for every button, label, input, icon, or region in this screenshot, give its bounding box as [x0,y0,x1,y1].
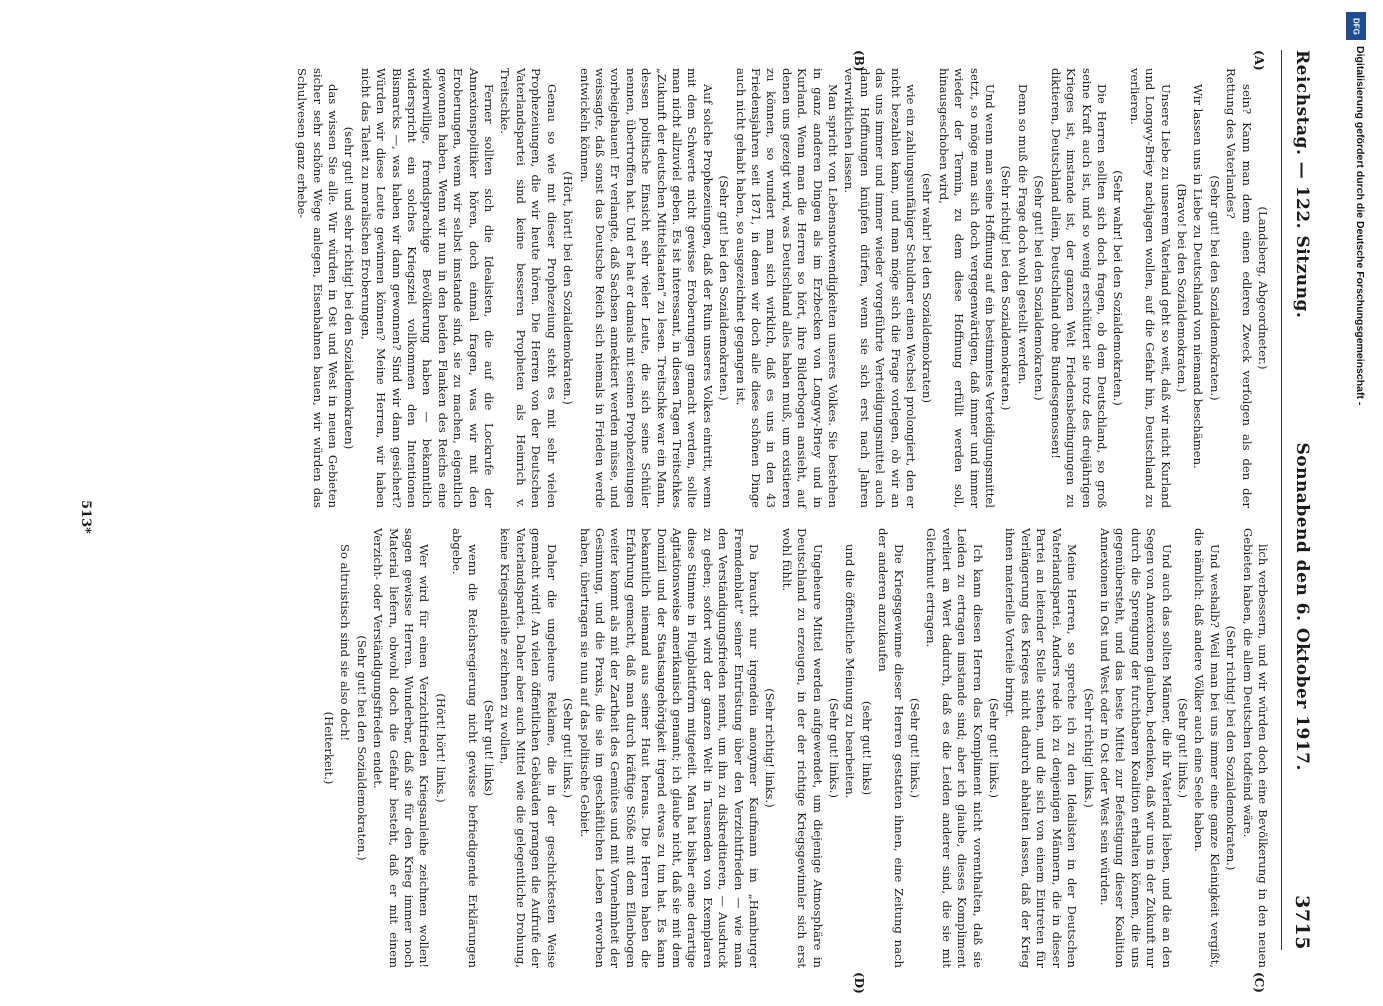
paragraph: Man spricht von Lebensnotwendigkeiten unseres Volkes. Sie bestehen in ganz anderen Dingen als im Erzbecken von Longwy-Briey und in Kurland. Wenn man die Herren so hört, ihre Bilderbogen ansieht, auf denen uns gezeigt wird, was Deutschland alles haben muß, um existieren zu können, so wundert man sich wirklich, daß es uns in den 43 Friedensjahren seit 1871, in denen wir doch alle diese schönen Dinge auch nicht gehabt haben, so ausgezeichnet gegangen ist. [733,68,841,508]
paragraph: Da braucht nur irgendein anonymer Kaufmann im „Hamburger Fremdenblatt“ seiner Entrüstung über den Verzichtfrieden — wie man den Verständigungsfrieden nennt, um ihn zu diskreditieren, — Ausdruck zu geben; sofort wird der ganzen Welt in Tausenden von Exemplaren diese Stimme in Flugblattform mitgeteilt. Man hat bisher eine derartige Agitationsweise amerikanisch genannt; ich glaube nicht, daß sie mit dem Domizil und der Staatsangehörigkeit irgend etwas zu tun hat. Es kann bekanntlich niemand aus seiner Haut heraus. Die Herren haben die Erfahrung gemacht, daß man durch kräftige Stöße mit dem Ellenbogen weiter kommt als mit der Zartheit des Gemütes und mit Vornehmheit der Gesinnung, und die Praxis, die sie im geschäftlichen Leben erworben haben, übertragen sie nun auf das politische Gebiet. [577,528,761,968]
digitization-notice: Digitalisierung gefördert durch die Deutsche Forschungsgemeinschaft - [1354,46,1366,406]
paragraph: (sehr gut! und sehr richtig! bei den Sozialdemokraten) [342,126,357,450]
paragraph: Unsere Liebe zu unserem Vaterland geht so weit, daß wir nicht Kurland und Longwy-Briey nachjagen wollen, auf die Gefahr hin, Deutschland zu verlieren. [1127,68,1173,508]
paragraph: (Sehr gut! bei den Sozialdemokraten.) [354,635,369,861]
paragraph: Und wenn man seine Hoffnung auf ein bestimmtes Verteidigungsmittel setzt, so möge man sich doch vergegenwärtigen, daß immer und immer wieder der Termin, zu dem diese Hoffnung erfüllt werden soll, hinausgeschoben wird, [936,68,998,508]
paragraph: wie ein zahlungsunfähiger Schuldner einen Wechsel prolongiert, den er nicht bezahlen kann, und man möge sich die Frage vorlegen, ob wir an das uns immer und immer wieder vorgeführte Verteidigungsmittel auch dann Hoffnungen knüpfen dürfen, wenn sie sich erst nach Jahren verwirklichen lassen. [842,68,919,508]
page-number: 3715 [1291,895,1313,950]
paragraph: Die Herren sollten sich doch fragen, ob dem Deutschland, so groß seine Kraft auch ist, und so wenig erschüttert sie trotz des dreijährigen Krieges ist, imstande ist, der ganzen Welt Friedensbedingungen zu diktieren, Deutschland allein, Deutschland ohne Bundesgenossen! [1048,68,1109,508]
paragraph: (Sehr richtig! links.) [763,688,778,808]
paragraph: Die Kriegsgewinne dieser Herren gestatten ihnen, eine Zeitung nach der anderen anzukaufen [876,528,906,968]
paragraph: (Sehr gut! bei den Sozialdemokraten.) [717,175,732,401]
paragraph: (Landsberg, Abgeordneter.) [1256,206,1270,370]
paragraph: (Sehr richtig! links.) [1081,688,1096,808]
paragraph: Daher die ungeheure Reklame, die in der geschicktesten Weise gemacht wird! An vielen öffentlichen Gebäuden prangen die Aufrufe der Vaterlandspartei. Daher aber auch Mittel wie die gelegentliche Drohung, keine Kriegsanleihe zeichnen zu wollen, [498,528,559,968]
paragraph: Meine Herren, so spreche ich zu den Idealisten in der Deutschen Vaterlandspartei. Anders rede ich zu denjenigen Männern, die in dieser Partei an leitender Stelle stehen, und die sich von einem Eintreten für Verlängerung des Krieges nicht dadurch abhalten lassen, daß der Krieg ihnen materielle Vorteile bringt. [1003,528,1080,968]
paragraph: (sehr gut! links) [859,700,874,796]
paragraph: Ich kann diesen Herren das Kompliment nicht vorenthalten, daß sie Leiden zu ertragen imstande sind; aber ich glaube, dieses Kompliment verliert an Wert dadurch, daß es die Leiden anderer sind, die sie mit Gleichmut ertragen. [924,528,985,968]
paragraph: sein? Kann man denn einen edleren Zweck verfolgen als den der Rettung des Vaterlandes? [1224,68,1254,508]
page-header [1286,50,1318,950]
header-left: Reichstag. — 122. Sitzung. [1292,50,1312,319]
marker-a: (A) [1252,50,1266,71]
header-center: Sonnabend den 6. Oktober 1917. [1292,442,1312,771]
footer-signature: 513* [78,500,93,534]
paragraph: (Sehr gut! links) [482,699,497,797]
paragraph: (Sehr gut! bei den Sozialdemokraten.) [1032,175,1047,401]
paragraph: (Sehr gut! links.) [561,698,576,798]
paragraph: (Bravo! bei den Sozialdemokraten.) [1174,183,1189,393]
paragraph: Denn so muß die Frage doch wohl gestellt werden. [1015,84,1030,385]
paragraph: (Sehr gut! links.) [1175,698,1190,798]
document-page [66,30,1326,994]
marker-b: (B) [852,50,866,72]
paragraph: (Hört! hört! links.) [433,693,448,803]
paragraph: (Heiterkeit.) [322,711,337,785]
paragraph: (Sehr gut! links.) [908,698,923,798]
paragraph: das wissen Sie alle. Wir würden in Ost und West in neuen Gebieten sicher sehr schöne Wege anlegen, Eisenbahnen bauen, wir würden das Schulwesen ganz erhebe- [295,68,341,508]
paragraph: Genau so wie mit dieser Prophezeiung steht es mit sehr vielen Prophezeiungen, die wir heute hören. Die Herren von der Deutschen Vaterlandspartei sind keine besseren Propheten als Heinrich v. Treitschke. [498,68,559,508]
digitization-strip [1342,6,1372,996]
paragraph: (Sehr gut! bei den Sozialdemokraten.) [1207,175,1222,401]
paragraph: Wer wird für einen Verzichtfrieden Kriegsanleihe zeichnen wollen! sagen gewisse Herren. Wunderbar, daß sie für den Krieg immer noch Material liefern, obwohl doch die Gefahr besteht, daß er mit einem Verzicht- oder Verständigungsfrieden endet. [371,528,432,968]
dfg-logo: DFG [1346,12,1366,40]
paragraph: So altruistisch sind sie also doch! [338,544,353,742]
paragraph: (Sehr richtig! bei den Sozialdemokraten.) [999,165,1014,411]
paragraph: wenn die Reichsregierung nicht gewisse befriedigende Erklärungen abgebe. [450,528,480,968]
paragraph: (Sehr wahr! bei den Sozialdemokraten.) [1111,170,1126,406]
paragraph: und die öffentliche Meinung zu bearbeiten. [843,544,858,799]
paragraph: Wir lassen uns in Liebe zu Deutschland von niemand beschämen. [1191,84,1206,469]
left-column [293,68,1270,508]
paragraph: Und weshalb? Weil man bei uns immer eine ganze Kleinigkeit vergißt, die nämlich: daß andere Völker auch eine Seele haben. [1192,528,1222,968]
marker-c: (C) [1252,972,1266,993]
paragraph: Und auch das sollten Männer, die ihr Vaterland lieben, und die an den Segen von Annexionen glauben, bedenken, daß wir uns in der Zukunft nur durch die Sprengung der furchtbaren Koalition erhalten können, die uns gegenübersteht, und das beste Mittel zur Befestigung dieser Koalition Annexionen in Ost und West oder in Ost oder West sein würden. [1097,528,1174,968]
paragraph: (Sehr richtig! bei den Sozialdemokraten.) [1224,625,1239,871]
right-column [320,528,1270,968]
paragraph: Ferner sollten sich die Idealisten, die auf die Lockrufe der Annexionspolitiker hören, doch einmal fragen, was wir mit den Eroberungen, wenn wir selbst imstande sind, sie zu machen, eigentlich gewonnen haben. Wenn wir nun in den beiden Flanken des Reichs eine widerwillige, fremdsprachige Bevölkerung haben — bekanntlich widerspricht ein solches Kriegsziel vollkommen den Intentionen Bismarcks —, was haben wir dann gewonnen? Sind wir dann gesichert? Würden wir diese Leute gewinnen können? Meine Herren, wir haben nicht das Talent zu moralischen Eroberungen, [358,68,497,508]
paragraph: (Sehr gut! links.) [827,698,842,798]
paragraph: (sehr wahr! bei den Sozialdemokraten) [920,173,935,403]
paragraph: Auf solche Prophezeiungen, daß der Ruin unseres Volkes eintritt, wenn mit dem Schwerte nicht gewisse Eroberungen gemacht werden, sollte man nicht allzuviel geben. Es ist interessant, in diesen Tagen Treitschkes „Zukunft der deutschen Mittelstaaten“ zu lesen. Treitschke war ein Mann, dessen politische Einsicht sehr vieler Leute, die sich seine Schüler nennen, übertroffen hat. Und er hat er damals mit seinen Prophezeiungen vorbeigehauen! Er verlangte, daß Sachsen annektiert werden müsse, und weissagte, daß sonst das Deutsche Reich sich niemals in Frieden werde entwickeln können. [577,68,715,508]
header-rule [1281,50,1282,950]
paragraph: (Hört, hört! bei den Sozialdemokraten.) [561,171,576,405]
paragraph: lich verbessern, und wir würden doch eine Bevölkerung in den neuen Gebieten haben, die allem Deutschen todfeind wäre. [1240,528,1270,968]
marker-d: (D) [852,972,866,994]
paragraph: Ungeheure Mittel werden aufgewendet, um diejenige Atmosphäre in Deutschland zu erzeugen, in der der richtige Kriegsgewinnler sich erst wohl fühlt. [779,528,825,968]
paragraph: (Sehr gut! links.) [987,698,1002,798]
